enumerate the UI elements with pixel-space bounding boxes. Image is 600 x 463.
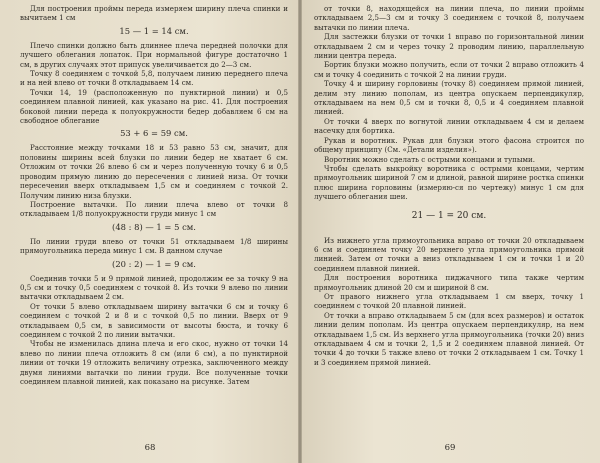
paragraph: Бортик блузки можно получить, если от точки 2 вправо отложить 4 см и точку 4 соединить с точкой 2 на линии груди. [314,60,584,79]
paragraph: От точки а вправо откладываем 5 см (для всех размеров) и остаток линии делим пополам. Из центра опускаем перпендикуляр, на нем откладываем 1,5 см. Из верхнего угла прямоугольника (точки 20) вниз откладываем 4 см и точки 2, 1,5 и 2 соединяем плавной линией. От точки 4 до точки 5 также влево от точки 2 откладываем 1 см. Точку 1 и 3 соединяем прямой линией. [314,310,584,367]
paragraph: Для построения воротника пиджачного типа также чертим прямоугольник длиной 20 см и шириной 8 см. [314,273,584,292]
paragraph: Точку 4 и ширину горловины (точку 8) соединяем прямой линией, делим эту линию пополам, из центра опускаем перпендикуляр, откладываем на нем 0,5 см и точки 8, 0,5 и 4 соединяем плавной линией. [314,79,584,117]
formula: 53 + 6 = 59 см. [120,128,188,139]
paragraph: От правого нижнего угла откладываем 1 см вверх, точку 1 соединяем с точкой 20 плавной линией. [314,291,584,311]
paragraph: Чтобы не изменилась длина плеча и его скос, нужно от точки 14 влево по линии плеча отложить 8 см (или 6 см), а по пунктирной линии от точки 19 отложить величину отрезка, заключенного между двумя линиями вытачки по линии груди. Все полученные точки соединяем плавной линией, как показано на рисунке. Затем [20,339,288,386]
paragraph: По линии груди влево от точки 51 откладываем 1/8 ширины прямоугольника переда минус 1 см. В данном случае [20,236,288,256]
paragraph: Чтобы сделать выкройку воротника с острыми концами, чертим прямоугольник шириной 7 см и длиной, равной ширине ростка спинки плюс ширина горловины (измеряю-ся по чертежу) минус 1 см для лучшего облегания шеи. [314,163,584,202]
formula: 15 — 1 = 14 см. [119,25,189,36]
formula: (48 : 8) — 1 = 5 см. [112,221,196,232]
paragraph: Воротник можно сделать с острыми концами и тупыми. [324,154,536,164]
paragraph: От точки 5 влево откладываем ширину вытачки 6 см и точку 6 соединяем с точкой 2 и 8 и с точкой 0,5 по линии. Вверх от 9 откладываем 0,5 см, в зависимости от высоты бюста, и точку 6 соединяем с точкой 2 по линии вытачки. [20,301,288,339]
paragraph: от точки 8, находящейся на линии плеча, по линии проймы откладываем 2,5—3 см и точку 3 соединяем с точкой 8, получаем вытачки по линии плеча. [314,4,584,32]
paragraph: Для застежки блузки от точки 1 вправо по горизонтальной линии откладываем 2 см и через точку 2 проводим линию, параллельную линии центра переда. [314,32,584,61]
paragraph: Плечо спинки должно быть длиннее плеча передней полочки для лучшего облегания лопаток. При нормальной фигуре достаточно 1 см, в других случаях этот припуск увеличивается до 2—3 см. [20,40,288,69]
paragraph: Точки 14, 19 (расположенную по пунктирной линии) и 0,5 соединяем плавной линией, как указано на рис. 41. Для построения боковой линии переда к полуокружности бедер добавляем 6 см на свободное облегание [20,87,288,126]
formula: 21 — 1 = 20 см. [411,210,487,221]
page-number: 69 [444,443,456,453]
paragraph: Построение вытачки. По линии плеча влево от точки 8 откладываем 1/8 полуокружности груди минус 1 см [20,199,288,219]
paragraph: От точки 4 вверх по вогнутой линии откладываем 4 см и делаем насечку для бортика. [314,116,584,136]
paragraph: Из нижнего угла прямоугольника вправо от точки 20 откладываем 6 см и соединяем точку 20 верхнего угла прямоугольника прямой линией. Затем от точки а вниз откладываем 1 см и точки 1 и 20 соединяем плавной линией. [314,235,584,273]
formula: (20 : 2) — 1 = 9 см. [112,258,196,269]
paragraph: Рукав и воротник. Рукав для блузки этого фасона строится по общему принципу (См. «Детали изделия»). [314,135,584,155]
paragraph: Расстояние между точками 18 и 53 равно 53 см, значит, для половины ширины всей блузки по линии бедер не хватает 6 см. Отложим от точки 26 влево 6 см и через полученную точку 6 и 0,5 проводим прямую линию до пересечения с линией низа. От точки пересечения вверх откладываем 1,5 см и соединяем с точкой 2. Получим линию низа блузки. [20,143,288,200]
right-page [300,0,600,463]
paragraph: Соединив точки 5 и 9 прямой линией, продолжим ее за точку 9 на 0,5 см и точку 0,5 соединяем с точкой 8. Из точки 9 влево по линии вытачки откладываем 2 см. [20,273,288,302]
book-gutter [298,0,302,463]
paragraph: Для построения проймы переда измеряем ширину плеча спинки и вычитаем 1 см [20,4,288,23]
paragraph: Точку 8 соединяем с точкой 5,8, получаем линию переднего плеча и на ней влево от точки 8 откладываем 14 см. [20,69,288,88]
page-number: 68 [144,443,156,453]
